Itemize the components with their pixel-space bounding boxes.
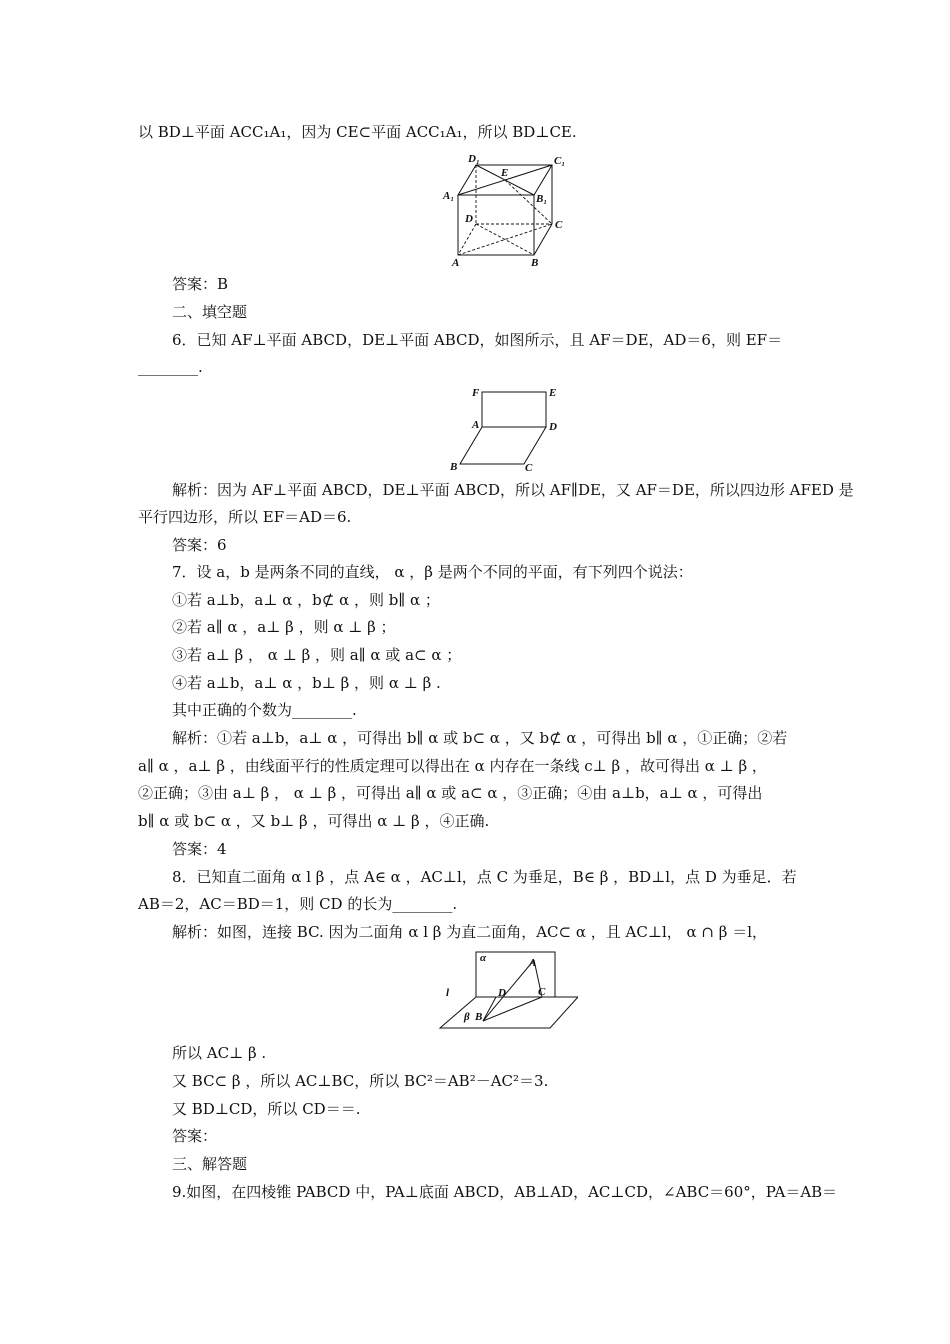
text-line: 答案：4 xyxy=(172,840,227,858)
text-line: AB＝2，AC＝BD＝1，则 CD 的长为________. xyxy=(138,895,458,913)
section-heading: 二、填空题 xyxy=(172,303,248,321)
label-B: B xyxy=(531,257,539,268)
label-C: C xyxy=(538,986,546,998)
text-line: ③若 a⊥ β ， α ⊥ β ，则 a∥ α 或 a⊂ α ； xyxy=(172,646,462,664)
label-E: E xyxy=(549,387,557,399)
text-line: 解析：如图，连接 BC. 因为二面角 α l β 为直二面角，AC⊂ α ，且 AC⊥l， α ∩ β ＝l， xyxy=(172,923,767,941)
text-line: ④若 a⊥b，a⊥ α ，b⊥ β ，则 α ⊥ β . xyxy=(172,674,441,692)
label-D: D xyxy=(465,213,473,225)
text-line: 答案： xyxy=(172,1127,218,1145)
rectangle-figure xyxy=(448,380,568,475)
text-line: 答案：B xyxy=(172,275,229,293)
text-line: ②正确；③由 a⊥ β ， α ⊥ β ，可得出 a∥ α 或 a⊂ α ，③正确；④由 a⊥b，a⊥ α ，可得出 xyxy=(138,784,763,802)
text-line: 8．已知直二面角 α l β ，点 A∈ α ，AC⊥l，点 C 为垂足，B∈ β ，BD⊥l，点 D 为垂足．若 xyxy=(172,868,797,886)
text-line: b∥ α 或 b⊂ α ，又 b⊥ β ，可得出 α ⊥ β ，④正确. xyxy=(138,812,490,830)
text-line: 又 BD⊥CD，所以 CD＝＝. xyxy=(172,1100,361,1118)
text-line: 解析：因为 AF⊥平面 ABCD，DE⊥平面 ABCD，所以 AF∥DE，又 AF＝DE，所以四边形 AFED 是 xyxy=(172,481,854,499)
label-l: l xyxy=(446,987,450,999)
label-D: D xyxy=(549,421,557,433)
label-A: A xyxy=(452,257,460,268)
label-E: E xyxy=(501,167,509,179)
text-line: 平行四边形，所以 EF＝AD＝6. xyxy=(138,508,352,526)
label-A: A xyxy=(529,957,537,969)
label-B: B xyxy=(475,1011,483,1023)
text-line: 解析：①若 a⊥b，a⊥ α ，可得出 b∥ α 或 b⊂ α ，又 b⊄ α ，可得出 b∥ α ，①正确；②若 xyxy=(172,729,788,747)
dihedral-figure xyxy=(438,948,578,1038)
text-line: 所以 AC⊥ β . xyxy=(172,1044,267,1062)
label-D1: D₁ xyxy=(468,153,480,165)
text-line: 又 BC⊂ β ，所以 AC⊥BC，所以 BC²＝AB²－AC²＝3. xyxy=(172,1072,549,1090)
text-line: 6．已知 AF⊥平面 ABCD，DE⊥平面 ABCD，如图所示，且 AF＝DE，AD＝6，则 EF＝ xyxy=(172,331,783,349)
label-A: A xyxy=(472,419,480,431)
text-line: 以 BD⊥平面 ACC₁A₁，因为 CE⊂平面 ACC₁A₁，所以 BD⊥CE. xyxy=(138,123,577,141)
label-C: C xyxy=(525,462,533,474)
label-A1: A₁ xyxy=(443,190,455,202)
cube-figure xyxy=(440,150,570,268)
label-C: C xyxy=(555,219,563,231)
label-alpha: α xyxy=(480,952,487,964)
text-line: ________. xyxy=(138,358,203,376)
text-line: a∥ α ，a⊥ β ，由线面平行的性质定理可以得出在 α 内存在一条线 c⊥ β ，故可得出 α ⊥ β ， xyxy=(138,757,767,775)
text-line: 9.如图，在四棱锥 PABCD 中，PA⊥底面 ABCD，AB⊥AD，AC⊥CD，∠ABC＝60°，PA＝AB＝ xyxy=(172,1183,838,1201)
label-C1: C₁ xyxy=(554,155,566,167)
text-line: ①若 a⊥b，a⊥ α ，b⊄ α ，则 b∥ α ； xyxy=(172,591,440,609)
text-line: 其中正确的个数为________. xyxy=(172,701,357,719)
label-beta: β xyxy=(464,1011,470,1023)
text-line: 答案：6 xyxy=(172,536,227,554)
text-line: 7．设 a，b 是两条不同的直线， α ，β 是两个不同的平面，有下列四个说法： xyxy=(172,563,693,581)
label-B1: B₁ xyxy=(536,193,548,205)
label-B: B xyxy=(450,461,458,473)
section-heading: 三、解答题 xyxy=(172,1155,248,1173)
text-line: ②若 a∥ α ，a⊥ β ，则 α ⊥ β ； xyxy=(172,618,396,636)
label-F: F xyxy=(472,387,480,399)
label-D: D xyxy=(498,987,506,999)
